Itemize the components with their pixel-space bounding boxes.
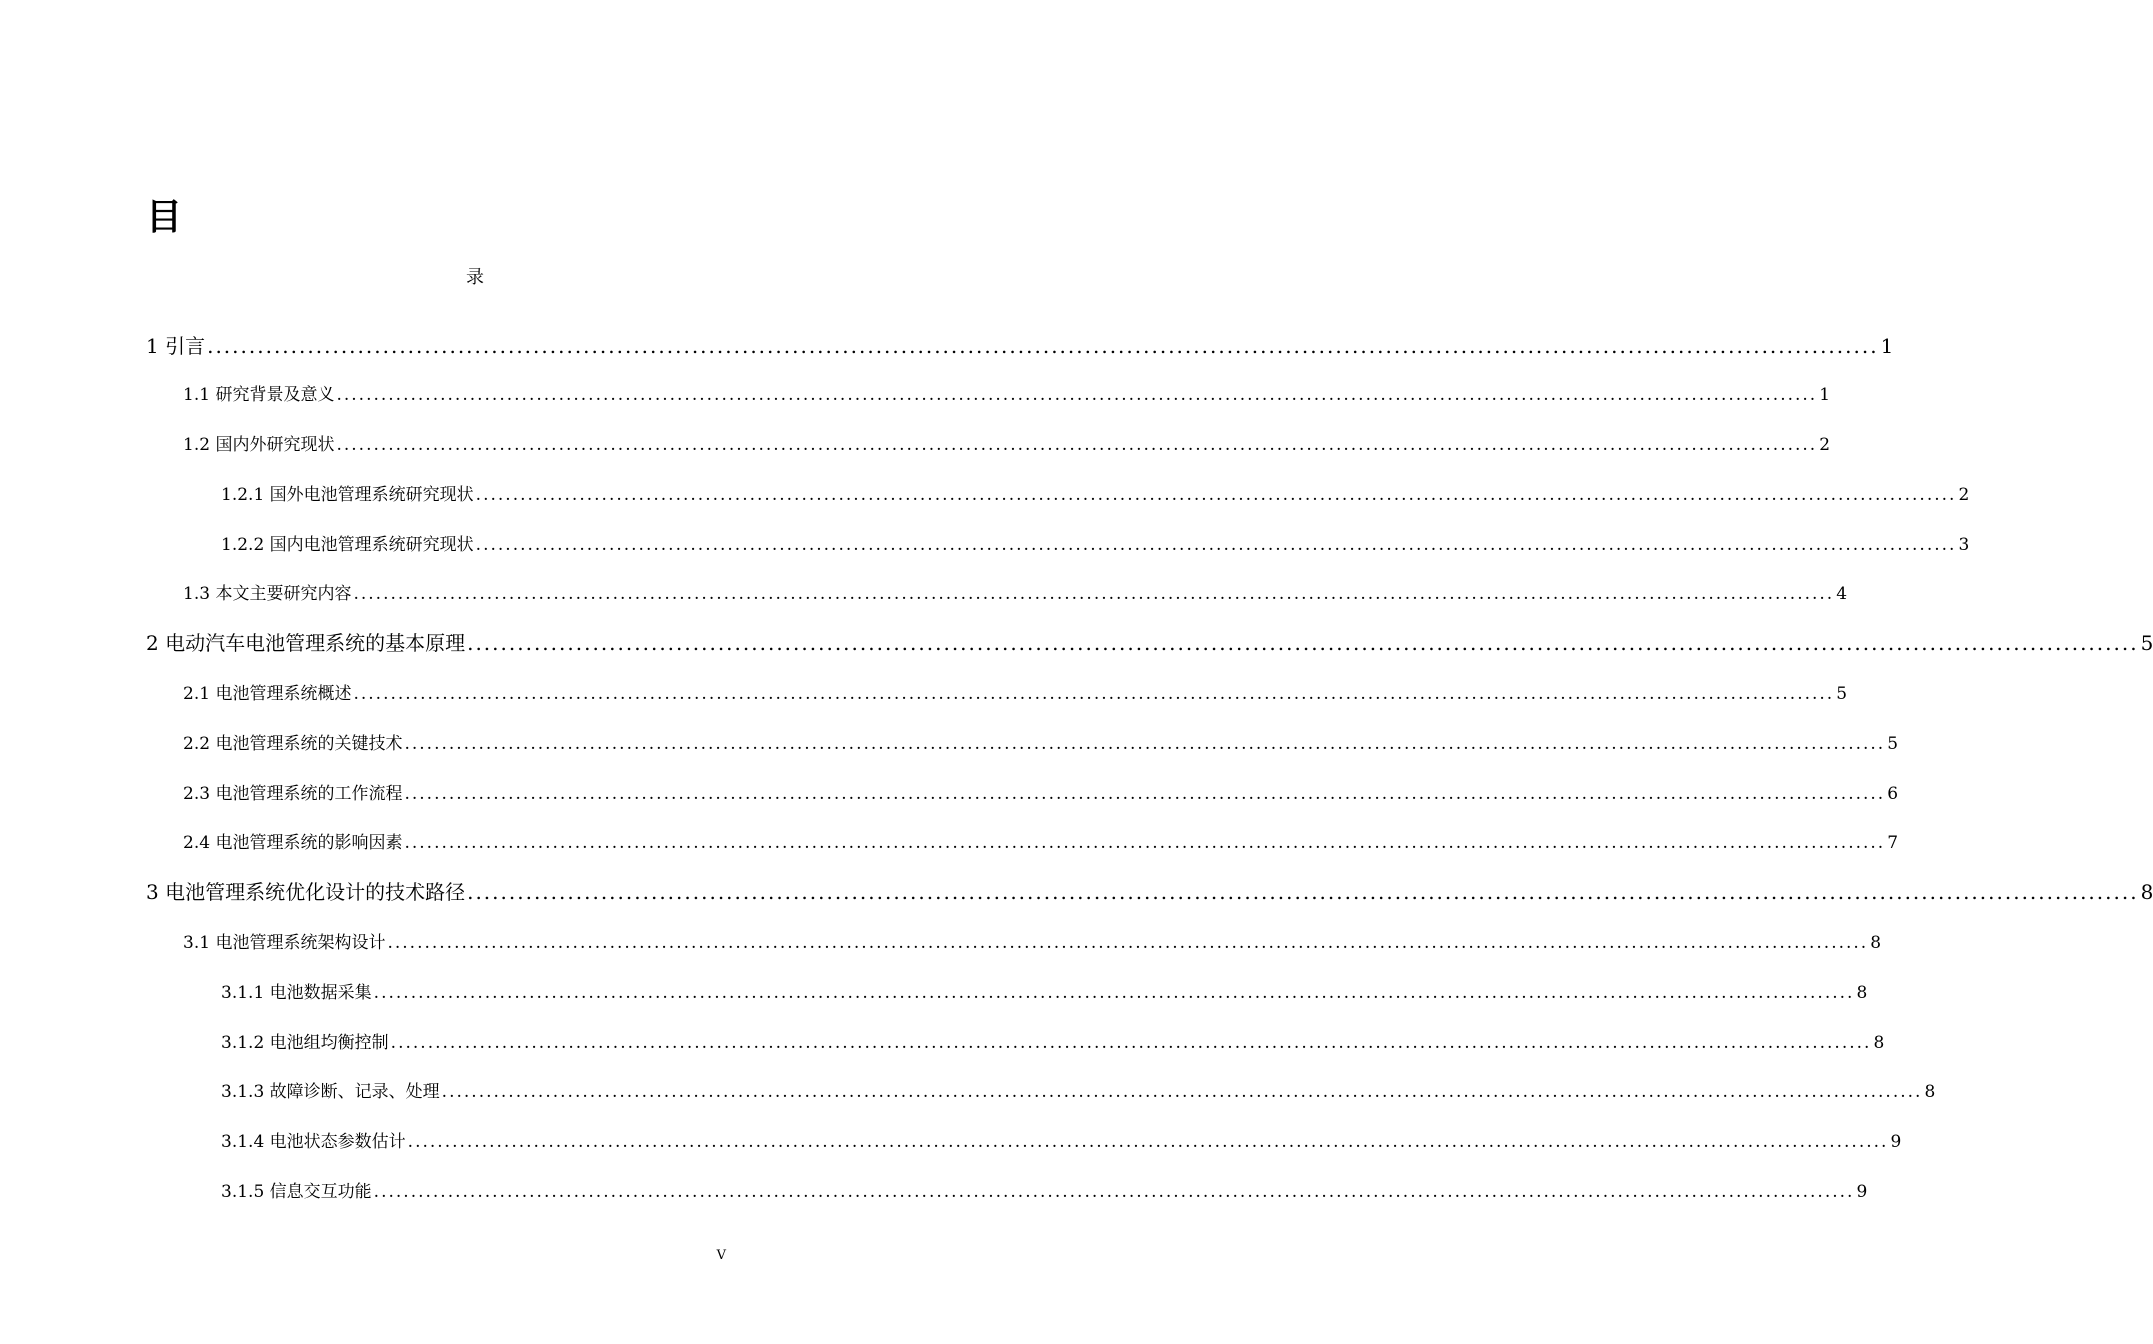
toc-entry-page: 6: [1887, 784, 1899, 804]
toc-entry-title: 电池组均衡控制: [269, 1033, 389, 1053]
toc-entry[interactable]: [221, 1028, 1885, 1053]
toc-entry-title: 电池管理系统的关键技术: [215, 734, 403, 754]
toc-entry-number: 3.1.4: [221, 1132, 270, 1152]
toc-entry-page: 8: [1924, 1082, 1936, 1102]
toc-entry[interactable]: [221, 480, 1970, 505]
toc-dot-leader: ........................................................................................................................................................................................................: [336, 435, 1818, 455]
toc-entry[interactable]: [183, 729, 1899, 754]
toc-entry[interactable]: [221, 978, 1868, 1003]
toc-dot-leader: ........................................................................................................................................................................................................: [407, 1132, 1889, 1152]
toc-dot-leader: ........................................................................................................................................................................................................: [404, 833, 1886, 853]
toc-entry-title: 电动汽车电池管理系统的基本原理: [165, 631, 466, 655]
toc-entry-title: 引言: [165, 334, 206, 358]
toc-dot-leader: ........................................................................................................................................................................................................: [353, 684, 1835, 704]
toc-entry-number: 3.1.3: [221, 1082, 270, 1102]
toc-entry-page: 5: [2140, 631, 2153, 655]
toc-entry-page: 8: [1870, 933, 1882, 953]
toc-entry-number: 3.1.1: [221, 983, 270, 1003]
toc-dot-leader: ........................................................................................................................................................................................................: [353, 584, 1835, 604]
toc-entry-title: 国内电池管理系统研究现状: [269, 535, 474, 555]
toc-entry-title: 信息交互功能: [269, 1182, 372, 1202]
toc-entry-title: 电池管理系统架构设计: [215, 933, 386, 953]
toc-dot-leader: ........................................................................................................................................................................................................: [404, 734, 1886, 754]
toc-entry-number: 2.3: [183, 784, 216, 804]
toc-entry-number: 1.1: [183, 385, 216, 405]
toc-entry[interactable]: [146, 627, 2153, 656]
toc-entry[interactable]: [221, 1177, 1868, 1202]
toc-entry-page: 5: [1836, 684, 1848, 704]
toc-entry-number: 1.2.2: [221, 535, 270, 555]
toc-entry-page: 1: [1819, 385, 1831, 405]
toc-entry-page: 4: [1836, 584, 1848, 604]
toc-entry-title: 国内外研究现状: [215, 435, 335, 455]
toc-dot-leader: ........................................................................................................................................................................................................: [475, 485, 1957, 505]
toc-entry[interactable]: [146, 330, 1894, 359]
toc-dot-leader: ........................................................................................................................................................................................................: [441, 1082, 1923, 1102]
toc-entry-number: 1.2.1: [221, 485, 270, 505]
toc-entry[interactable]: [146, 876, 2153, 905]
toc-entry[interactable]: [183, 579, 1848, 604]
toc-entry-page: 8: [1856, 983, 1868, 1003]
toc-entry-number: 1: [146, 334, 166, 358]
toc-entry[interactable]: [183, 779, 1899, 804]
toc-entry-number: 3: [146, 880, 166, 904]
toc-entry-title: 电池管理系统优化设计的技术路径: [165, 880, 466, 904]
toc-entry[interactable]: [221, 1077, 1936, 1102]
toc-entry-page: 8: [1873, 1033, 1885, 1053]
toc-entry-number: 3.1.2: [221, 1033, 270, 1053]
toc-entry[interactable]: [183, 430, 1831, 455]
toc-dot-leader: ........................................................................................................................................................................................................: [336, 385, 1818, 405]
toc-entry-page: 3: [1958, 535, 1970, 555]
toc-entry-number: 1.2: [183, 435, 216, 455]
toc-dot-leader: ........................................................................................................................................................................................................: [207, 334, 1879, 358]
toc-entry-page: 1: [1880, 334, 1894, 358]
toc-dot-leader: ........................................................................................................................................................................................................: [373, 983, 1855, 1003]
toc-entry-page: 9: [1856, 1182, 1868, 1202]
toc-entry-title: 研究背景及意义: [215, 385, 335, 405]
toc-dot-leader: ........................................................................................................................................................................................................: [373, 1182, 1855, 1202]
toc-entry-title: 电池状态参数估计: [269, 1132, 406, 1152]
toc-entry[interactable]: [183, 828, 1899, 853]
toc-entry-number: 2.4: [183, 833, 216, 853]
toc-dot-leader: ........................................................................................................................................................................................................: [467, 880, 2139, 904]
toc-heading-second-char: 录: [466, 267, 484, 288]
toc-entry[interactable]: [221, 530, 1970, 555]
toc-dot-leader: ........................................................................................................................................................................................................: [387, 933, 1869, 953]
toc-entry[interactable]: [183, 679, 1848, 704]
toc-entry-title: 电池管理系统的影响因素: [215, 833, 403, 853]
toc-entry-number: 2.2: [183, 734, 216, 754]
toc-entry-title: 国外电池管理系统研究现状: [269, 485, 474, 505]
toc-entry-page: 8: [2140, 880, 2153, 904]
page-number-footer: V: [716, 1248, 726, 1263]
toc-dot-leader: ........................................................................................................................................................................................................: [404, 784, 1886, 804]
toc-entry-title: 本文主要研究内容: [215, 584, 352, 604]
toc-entry[interactable]: [221, 1127, 1902, 1152]
toc-entry-number: 1.3: [183, 584, 216, 604]
toc-entry-number: 3.1.5: [221, 1182, 270, 1202]
toc-entry-title: 电池管理系统的工作流程: [215, 784, 403, 804]
toc-entry-title: 电池管理系统概述: [215, 684, 352, 704]
toc-entry-page: 7: [1887, 833, 1899, 853]
toc-entry-page: 2: [1819, 435, 1831, 455]
toc-entry-number: 2.1: [183, 684, 216, 704]
toc-entry-title: 故障诊断、记录、处理: [269, 1082, 440, 1102]
toc-entry-page: 2: [1958, 485, 1970, 505]
toc-entry-number: 2: [146, 631, 166, 655]
toc-heading-first-char: 目: [146, 197, 183, 238]
toc-entry-title: 电池数据采集: [269, 983, 372, 1003]
toc-dot-leader: ........................................................................................................................................................................................................: [467, 631, 2139, 655]
toc-entry-page: 5: [1887, 734, 1899, 754]
toc-entry[interactable]: [183, 380, 1831, 405]
toc-entry-page: 9: [1890, 1132, 1902, 1152]
toc-entry-number: 3.1: [183, 933, 216, 953]
toc-dot-leader: ........................................................................................................................................................................................................: [390, 1033, 1872, 1053]
toc-entry[interactable]: [183, 928, 1882, 953]
toc-dot-leader: ........................................................................................................................................................................................................: [475, 535, 1957, 555]
